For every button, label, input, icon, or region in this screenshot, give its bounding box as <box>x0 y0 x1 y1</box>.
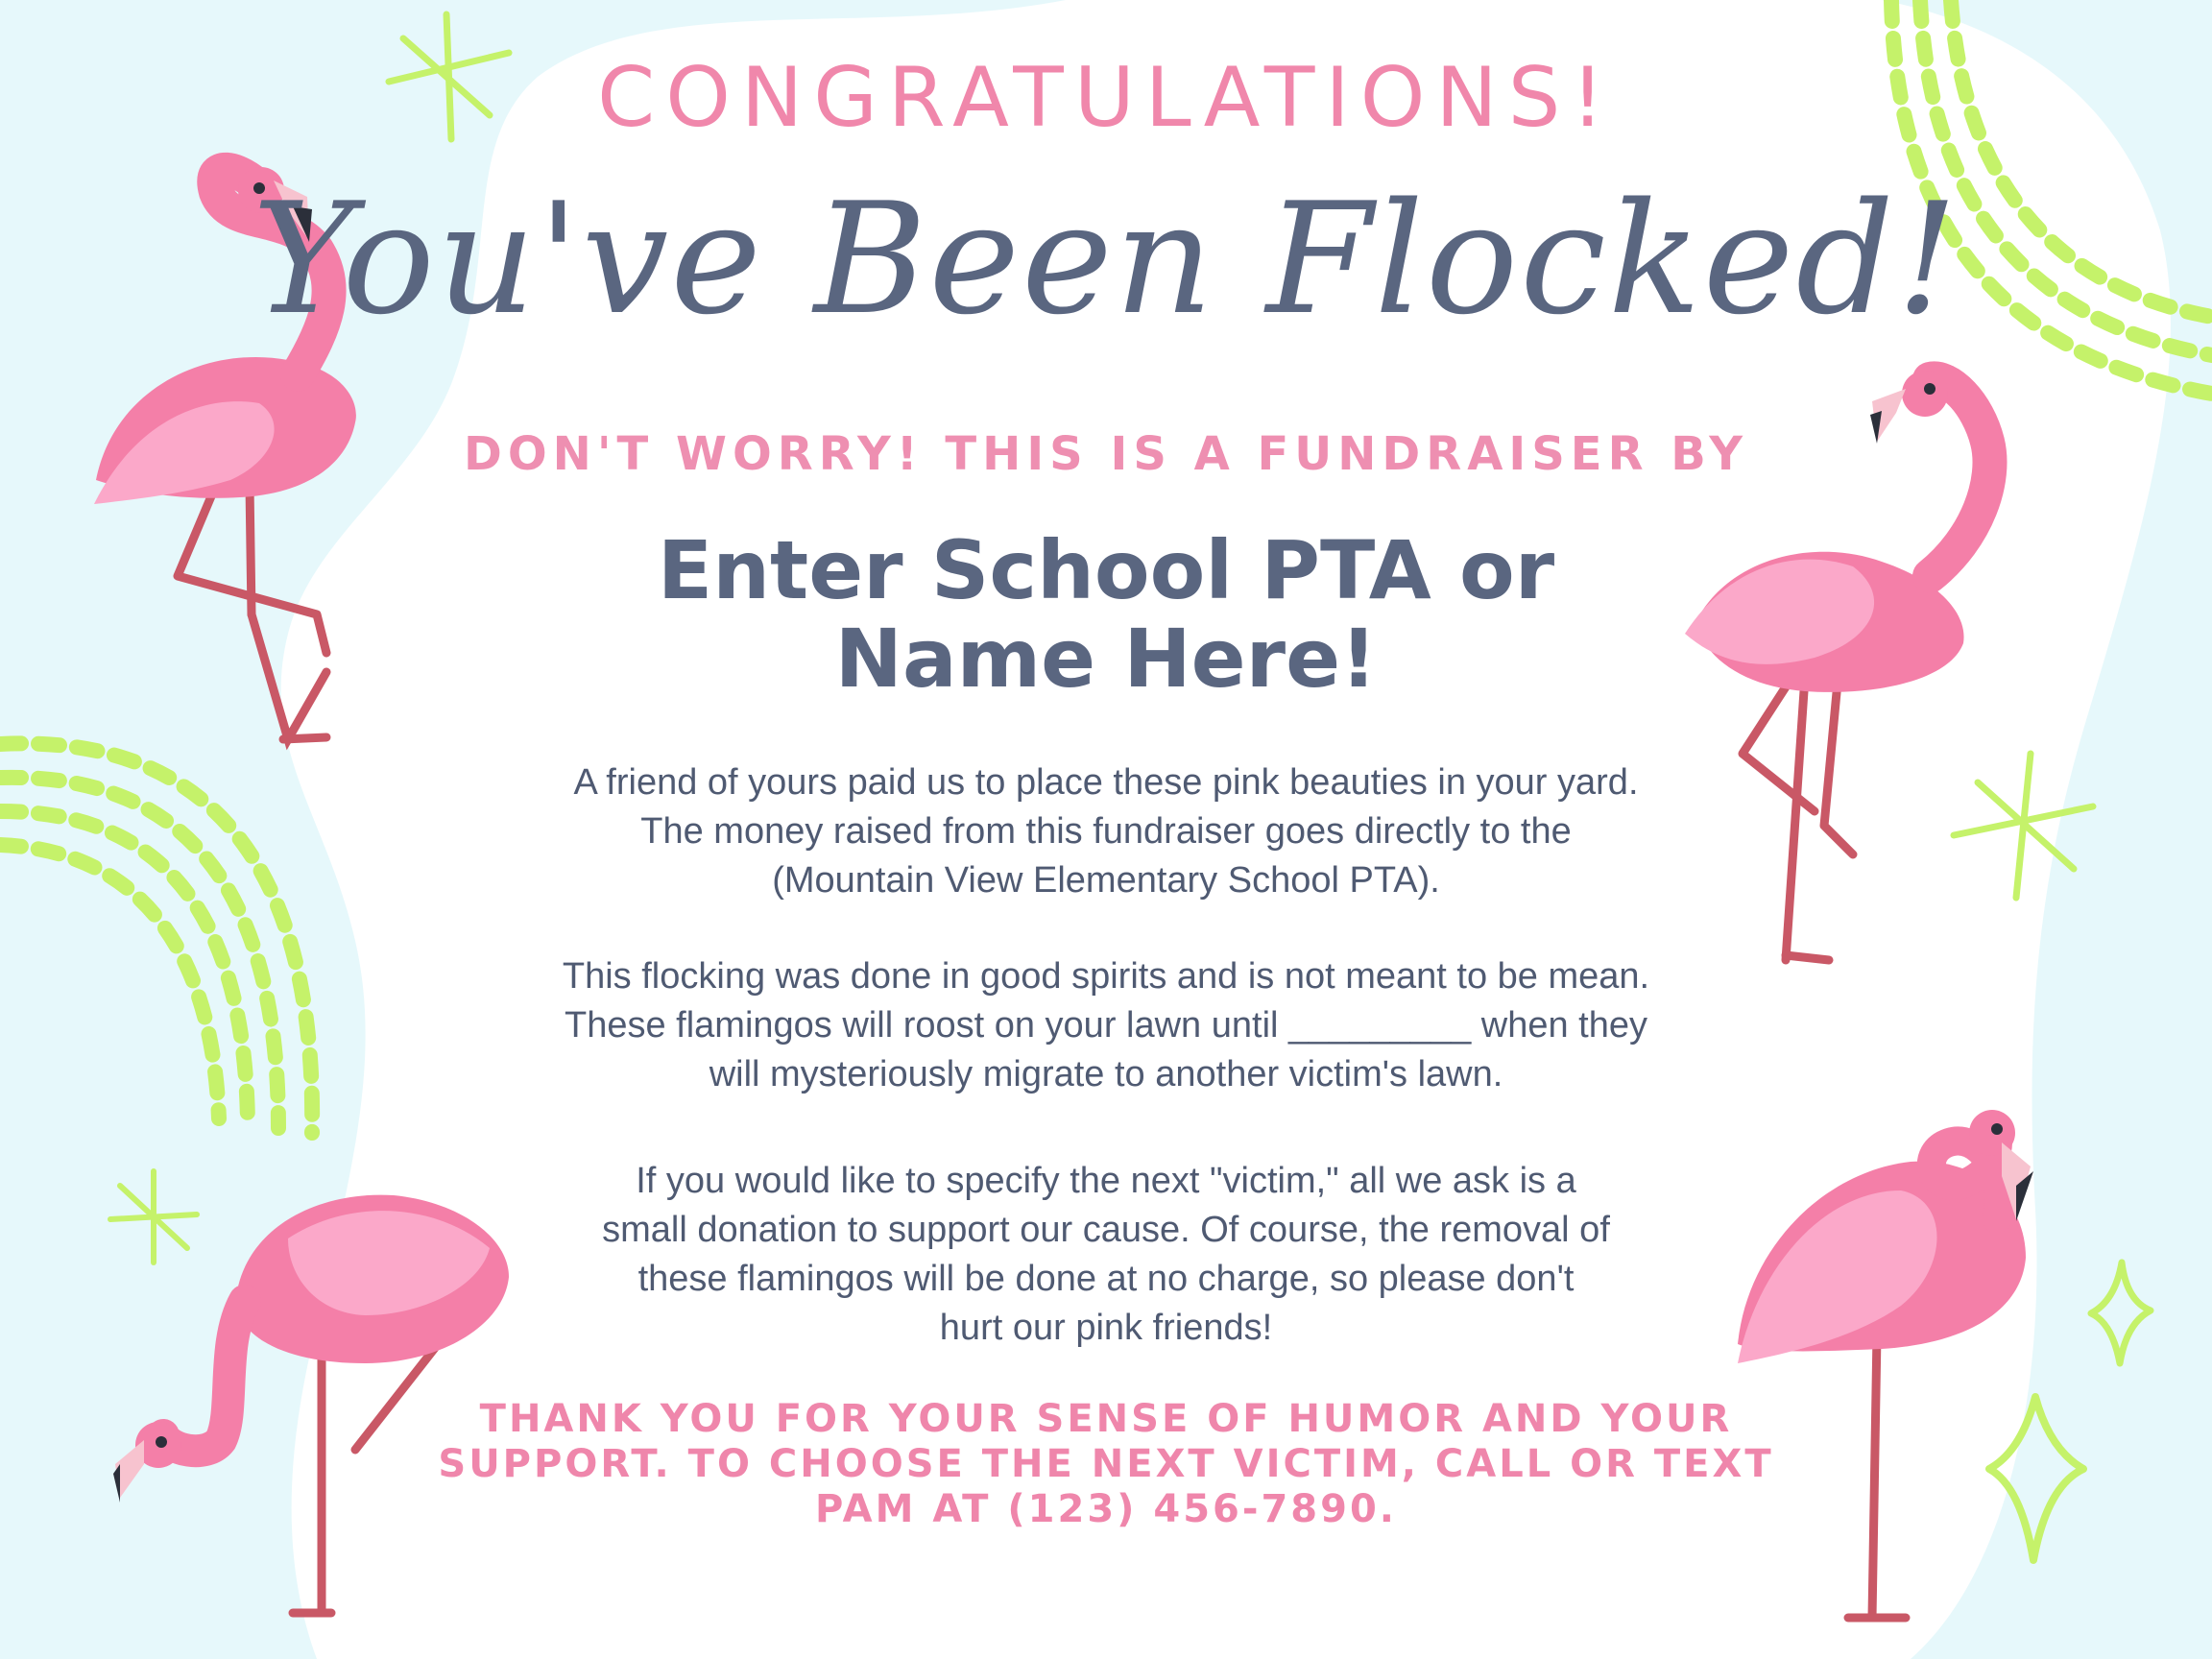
fundraiser-subheading: DON'T WORRY! THIS IS A FUNDRAISER BY <box>464 427 1748 481</box>
good-spirits-paragraph <box>0 952 2212 1099</box>
paragraph-line: If you would like to specify the next "victim," all we ask is a <box>636 1161 1576 1201</box>
thanks-line: SUPPORT. TO CHOOSE THE NEXT VICTIM, CALL OR TEXT <box>438 1442 1774 1486</box>
explanation-paragraph <box>0 758 2212 905</box>
thanks-line: PAM AT (123) 456-7890. <box>815 1487 1397 1531</box>
paragraph-line: will mysteriously migrate to another victim's lawn. <box>709 1054 1503 1094</box>
paragraph-line: these flamingos will be done at no charge, so please don't <box>637 1259 1575 1299</box>
organization-name-line: Enter School PTA or <box>657 523 1555 617</box>
paragraph-line: The money raised from this fundraiser goes directly to the <box>640 811 1572 852</box>
paragraph-line: (Mountain View Elementary School PTA). <box>772 860 1440 901</box>
next-victim-paragraph <box>0 1157 2212 1353</box>
thanks-line: THANK YOU FOR YOUR SENSE OF HUMOR AND YOUR <box>479 1397 1733 1441</box>
flocked-headline: You've Been Flocked! <box>252 169 1960 349</box>
organization-name-line: Name Here! <box>834 612 1378 706</box>
congratulations-heading: CONGRATULATIONS! <box>597 50 1615 146</box>
paragraph-line: small donation to support our cause. Of course, the removal of <box>602 1210 1610 1250</box>
paragraph-line: A friend of yours paid us to place these pink beauties in your yard. <box>573 762 1639 803</box>
thank-you-contact-note <box>0 1397 2212 1532</box>
paragraph-line: These flamingos will roost on your lawn until _________ when they <box>565 1005 1647 1046</box>
paragraph-line: hurt our pink friends! <box>939 1308 1273 1348</box>
paragraph-line: This flocking was done in good spirits and is not meant to be mean. <box>562 956 1650 997</box>
organization-name <box>0 523 2212 706</box>
